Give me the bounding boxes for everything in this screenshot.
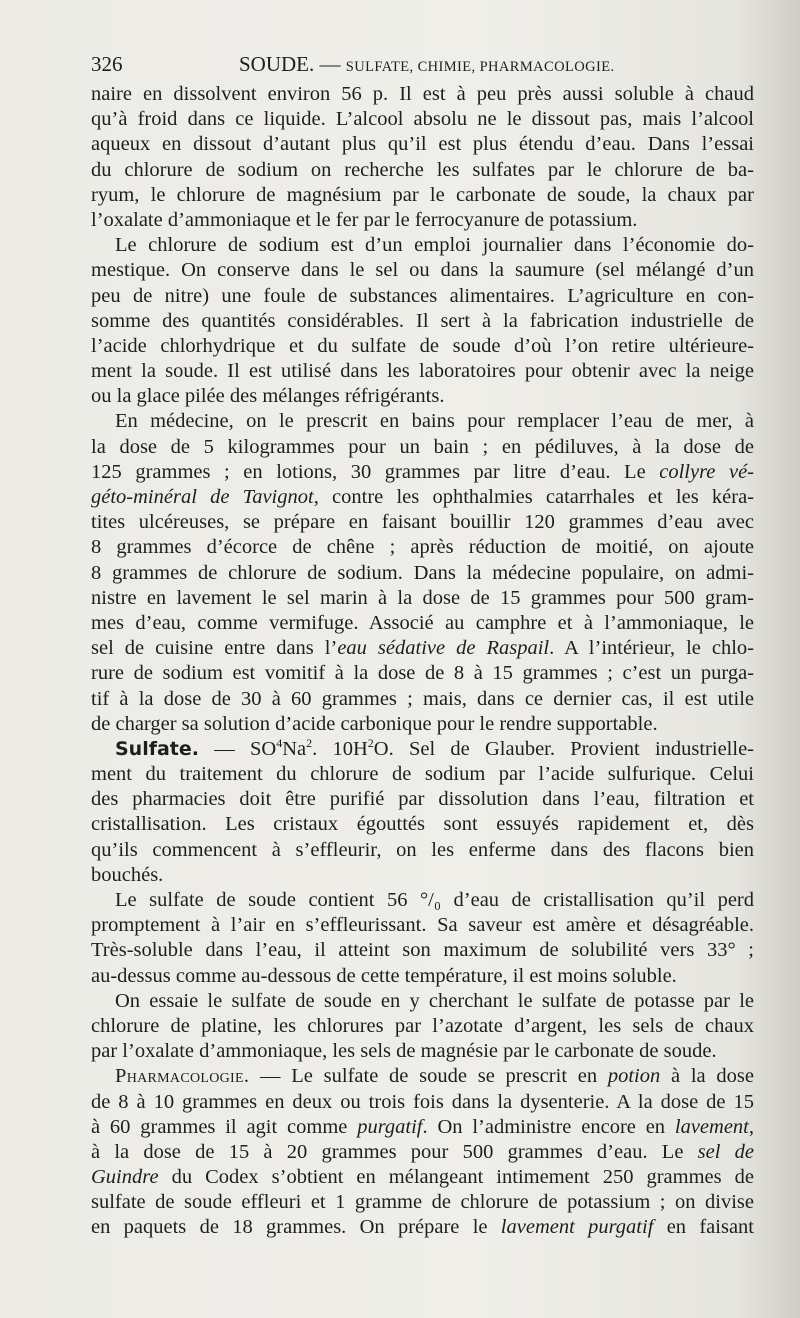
section-heading: Sulfate. — [115, 737, 199, 760]
text-line — [91, 233, 754, 258]
text-line — [91, 1064, 754, 1089]
line-text: en faisant — [653, 1216, 755, 1239]
line-text: aqueux en dissout d’autant plus qu’il est plus étendu d’eau. Dans l’essai — [91, 133, 754, 156]
formula-sup: 4 — [276, 736, 283, 751]
text-line — [91, 687, 754, 712]
line-text: Très-soluble dans l’eau, il atteint son maximum de solubilité vers 33° ; — [91, 939, 754, 962]
page-number: 326 — [91, 52, 123, 76]
line-text: sel de cuisine entre dans l’ — [91, 637, 338, 660]
italic-term: potion — [607, 1065, 661, 1088]
text-line — [91, 1140, 754, 1165]
running-header — [91, 50, 751, 78]
text-line — [91, 1190, 754, 1215]
running-title-dash: — — [314, 52, 346, 76]
text-line — [91, 1014, 754, 1039]
line-text: du chlorure de sodium on recherche les sulfates par le chlorure de ba- — [91, 158, 754, 181]
text-line — [91, 888, 754, 913]
text-line — [91, 863, 754, 888]
line-text: bouchés. — [91, 863, 164, 886]
line-text: , — [748, 1115, 754, 1138]
line-text: tites ulcéreuses, se prépare en faisant bouillir 120 grammes d’eau avec — [91, 511, 754, 534]
line-text: par l’oxalate d’ammoniaque, les sels de magnésie par le carbonate de soude. — [91, 1040, 717, 1063]
line-text: — Le sulfate de soude se prescrit en — [249, 1065, 608, 1088]
line-text: On essaie le sulfate de soude en y cherchant le sulfate de potasse par le — [115, 989, 754, 1012]
line-text: 125 grammes ; en lotions, 30 grammes par litre d’eau. Le — [91, 460, 660, 483]
line-text: l’acide chlorhydrique et du sulfate de soude d’où l’on retire ultérieure- — [91, 334, 754, 357]
formula-part: Na — [282, 737, 307, 760]
text-line — [91, 938, 754, 963]
text-line — [91, 636, 754, 661]
text-line — [91, 661, 754, 686]
line-text: de charger sa solution d’acide carbonique pour le rendre supportable. — [91, 712, 658, 735]
line-text: cristallisation. Les cristaux égouttés sont essuyés rapidement et, dès — [91, 813, 754, 836]
line-text: à la dose — [660, 1065, 754, 1088]
line-text: des pharmacies doit être purifié par dissolution dans l’eau, filtration et — [91, 788, 754, 811]
formula-part: O. — [373, 737, 394, 760]
line-text: mestique. On conserve dans le sel ou dans la saumure (sel mélangé d’un — [91, 259, 754, 282]
italic-term: lavement — [674, 1115, 749, 1138]
italic-term: lavement purgatif — [500, 1216, 654, 1239]
text-line — [91, 561, 754, 586]
text-line — [91, 107, 754, 132]
chemical-formula — [199, 738, 394, 760]
text-line — [91, 510, 754, 535]
text-line — [91, 586, 754, 611]
line-text: . On l’administre encore en — [422, 1115, 675, 1138]
text-line — [91, 1039, 754, 1064]
text-line — [91, 208, 754, 233]
line-text: à la dose de 15 à 20 grammes pour 500 grammes d’eau. Le — [91, 1140, 698, 1163]
text-line — [91, 787, 754, 812]
line-text: 8 grammes d’écorce de chêne ; après réduction de moitié, on ajoute — [91, 536, 754, 559]
text-line — [91, 989, 754, 1014]
line-text: au-dessus comme au-dessous de cette température, il est moins soluble. — [91, 964, 677, 987]
text-line — [91, 535, 754, 560]
text-line — [91, 334, 754, 359]
line-text: promptement à l’air en s’effleurissant. Sa saveur est amère et désagréable. — [91, 914, 754, 937]
text-line — [91, 309, 754, 334]
formula-part: SO — [249, 737, 277, 760]
text-line — [91, 258, 754, 283]
line-text: ment du traitement du chlorure de sodium par l’acide sulfurique. Celui — [91, 763, 754, 786]
text-line — [91, 712, 754, 737]
running-title-main: SOUDE. — [239, 52, 315, 76]
italic-term: géto-minéral de Tavignot — [91, 486, 314, 508]
text-line — [91, 183, 754, 208]
line-text: ryum, le chlorure de magnésium par le carbonate de soude, la chaux par — [91, 183, 754, 206]
text-line — [91, 812, 754, 837]
text-line — [91, 435, 754, 460]
line-text: qu’à froid dans ce liquide. L’alcool absolu ne le dissout pas, mais l’alcool — [91, 108, 754, 131]
line-text: ment la soude. Il est utilisé dans les laboratoires pour obtenir avec la neige — [91, 360, 754, 383]
line-text: peu de nitre) une foule de substances alimentaires. L’agriculture en con- — [91, 284, 754, 307]
italic-term: collyre vé- — [659, 460, 754, 483]
text-line — [91, 409, 754, 434]
italic-term: sel de — [697, 1140, 754, 1163]
line-text: du Codex s’obtient en mélangeant intimement 250 grammes de — [158, 1166, 754, 1189]
text-line — [91, 1115, 754, 1140]
running-title-sub: SULFATE, CHIMIE, PHARMACOLOGIE. — [345, 59, 615, 75]
italic-term: eau sédative de Raspail — [337, 637, 550, 660]
text-line — [91, 158, 754, 183]
text-line — [91, 82, 754, 107]
line-text: 8 grammes de chlorure de sodium. Dans la médecine populaire, on admi- — [91, 561, 754, 584]
line-text: nistre en lavement le sel marin à la dose de 15 grammes pour 500 gram- — [91, 586, 754, 609]
text-line — [91, 460, 754, 485]
italic-term: purgatif — [357, 1115, 423, 1138]
line-text: de 8 à 10 grammes en deux ou trois fois dans la dysenterie. A la dose de 15 — [91, 1090, 754, 1113]
text-line — [91, 359, 754, 384]
line-text: Le chlorure de sodium est d’un emploi journalier dans l’économie do- — [115, 234, 754, 257]
line-text: tif à la dose de 30 à 60 grammes ; mais, dans ce dernier cas, il est utile — [91, 687, 754, 710]
body-text — [91, 82, 754, 1241]
section-heading: Pharmacologie. — [115, 1065, 250, 1088]
line-text: . A l’intérieur, le chlo- — [549, 637, 754, 660]
formula-sup: 2 — [306, 736, 313, 751]
text-line — [91, 1090, 754, 1115]
text-line — [91, 384, 754, 409]
text-line — [91, 1215, 754, 1240]
line-text: Sel de Glauber. Provient industrielle- — [393, 737, 754, 760]
formula-sup: 2 — [367, 736, 374, 751]
line-text: la dose de 5 kilogrammes pour un bain ; en pédiluves, à la dose de — [91, 435, 754, 458]
line-text: En médecine, on le prescrit en bains pour remplacer l’eau de mer, à — [115, 410, 754, 433]
text-line — [91, 611, 754, 636]
text-line — [91, 737, 754, 762]
text-line — [91, 284, 754, 309]
line-text: ou la glace pilée des mélanges réfrigérants. — [91, 385, 445, 408]
text-line — [91, 132, 754, 157]
line-text: , contre les ophthalmies catarrhales et les kéra- — [313, 486, 754, 508]
text-line — [91, 485, 754, 510]
line-text: rure de sodium est vomitif à la dose de 8 à 15 grammes ; c’est un purga- — [91, 662, 754, 685]
line-text: naire en dissolvent environ 56 p. Il est à peu près aussi soluble à chaud — [91, 83, 754, 105]
line-text: l’oxalate d’ammoniaque et le fer par le ferrocyanure de potassium. — [91, 208, 638, 231]
line-text: sulfate de soude effleuri et 1 gramme de chlorure de potassium ; on divise — [91, 1191, 754, 1214]
text-line — [91, 838, 754, 863]
text-line — [91, 964, 754, 989]
running-title — [239, 52, 614, 77]
italic-term: Guindre — [91, 1166, 159, 1189]
line-text: chlorure de platine, les chlorures par l’azotate d’argent, les sels de chaux — [91, 1014, 754, 1037]
formula-dash: — — [199, 737, 250, 760]
formula-part: . 10H — [312, 737, 368, 760]
line-text: à 60 grammes il agit comme — [91, 1115, 358, 1138]
line-text: qu’ils commencent à s’effleurir, on les enferme dans des flacons bien — [91, 838, 754, 861]
text-line — [91, 762, 754, 787]
text-line — [91, 913, 754, 938]
line-text: en paquets de 18 grammes. On prépare le — [91, 1216, 501, 1239]
line-text: somme des quantités considérables. Il sert à la fabrication industrielle de — [91, 309, 754, 332]
line-text: Le sulfate de soude contient 56 °/₀ d’eau de cristallisation qu’il perd — [115, 889, 754, 911]
line-text: mes d’eau, comme vermifuge. Associé au camphre et à l’ammoniaque, le — [91, 611, 754, 634]
text-line — [91, 1165, 754, 1190]
